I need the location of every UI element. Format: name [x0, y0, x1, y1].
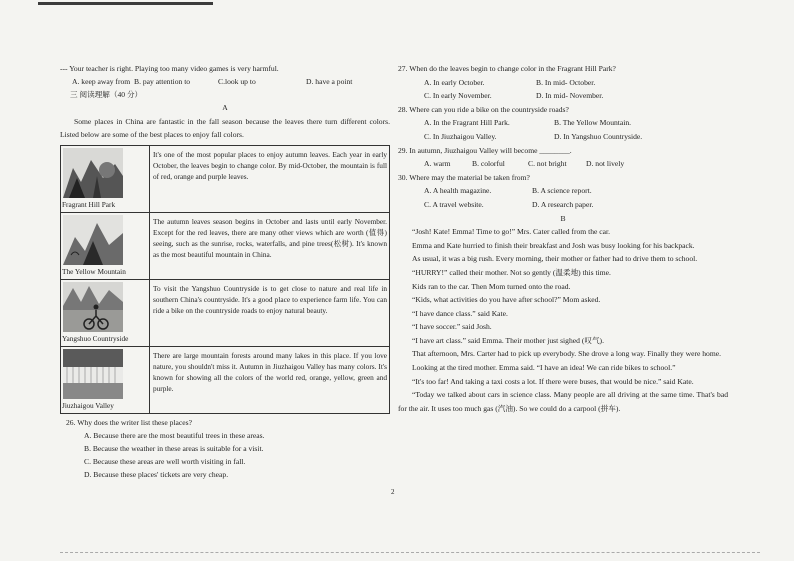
place-name: Fragrant Hill Park — [62, 200, 116, 209]
question-26-option-a: A. Because there are the most beautiful trees in these areas. — [84, 431, 265, 440]
story-paragraph: “HURRY!” called their mother. Not so gently (温柔地) this time. — [412, 267, 611, 277]
option-d: D. have a point — [306, 77, 353, 86]
question-28-options — [398, 116, 728, 130]
option-b: B. A science report. — [532, 186, 592, 196]
option-a: A. In early October. — [424, 77, 485, 87]
story-paragraph: “I have art class.” said Emma. Their mother just sighed (叹气). — [412, 335, 604, 345]
place-photo-cell — [61, 213, 150, 280]
option-c: C. A travel website. — [424, 199, 484, 209]
scan-edge-bar — [38, 2, 213, 5]
places-table — [60, 145, 390, 414]
place-photo-cell — [61, 280, 150, 347]
section-title: 三 阅读理解（40 分） — [70, 90, 143, 99]
question-30-options-cd — [398, 198, 728, 212]
place-name: Yangshuo Countryside — [62, 334, 129, 343]
prev-question-stem: --- Your teacher is right. Playing too many video games is very harmful. — [60, 64, 279, 73]
passage-a-label: A — [222, 103, 228, 112]
question-28-stem: 28. Where can you ride a bike on the countryside roads? — [398, 104, 569, 114]
story-paragraph: “I have soccer.” said Josh. — [412, 322, 492, 332]
story-paragraph: “Kids, what activities do you have after school?” Mom asked. — [412, 295, 601, 305]
option-d: D. not lively — [586, 159, 625, 169]
question-29-stem: 29. In autumn, Jiuzhaigou Valley will become ________. — [398, 145, 572, 155]
story-paragraph: That afternoon, Mrs. Carter had to pick up everybody. She drove a long way. Finally they were home. — [412, 349, 722, 359]
passage-a-intro: Some places in China are fantastic in the fall season because the leaves there turn different colors. Listed below are some of the best places to enjoy fall colors. — [60, 117, 390, 139]
question-27-stem: 27. When do the leaves begin to change color in the Fragrant Hill Park? — [398, 64, 616, 73]
place-photo-cell — [61, 347, 150, 414]
question-26-stem: 26. Why does the writer list these places? — [66, 418, 192, 427]
hill-photo-icon — [63, 148, 123, 198]
question-26-option-c: C. Because these areas are well worth visiting in fall. — [84, 457, 246, 466]
page-number: 2 — [391, 488, 395, 496]
story-paragraph: “Today we talked about cars in science class. Many people are all driving at the same time. That's bad for the air. It uses too much gas (汽油). So we could do a carpool (拼车). — [398, 390, 728, 413]
table-row — [61, 280, 390, 347]
table-row — [61, 146, 390, 213]
left-column — [60, 62, 390, 481]
place-name: Jiuzhaigou Valley — [62, 401, 114, 410]
question-27-options — [398, 76, 728, 90]
option-a: A. warm — [424, 159, 451, 169]
question-28-options-cd — [398, 130, 728, 144]
place-photo-cell — [61, 146, 150, 213]
table-row — [61, 213, 390, 280]
right-column — [398, 62, 728, 415]
question-26-option-d: D. Because these places' tickets are very cheap. — [84, 470, 229, 479]
table-row — [61, 347, 390, 414]
option-a: A. In the Fragrant Hill Park. — [424, 118, 510, 128]
option-d: D. A research paper. — [532, 199, 594, 209]
option-b: B. The Yellow Mountain. — [554, 118, 632, 128]
question-30-stem: 30. Where may the material be taken from? — [398, 172, 530, 182]
story-paragraph: “Josh! Kate! Emma! Time to go!” Mrs. Cater called from the car. — [412, 227, 611, 237]
story-paragraph: “I have dance class.” said Kate. — [412, 308, 508, 318]
question-29-options — [398, 157, 728, 171]
mountain-photo-icon — [63, 215, 123, 265]
place-description: It's one of the most popular places to enjoy autumn leaves. Each year in early October, the leaves begin to change color. By mid-October, the mountain is full of red, orange and purple leaves. — [150, 146, 390, 213]
place-description: There are large mountain forests around many lakes in this place. If you love nature, you shouldn't miss it. Autumn in Jiuzhaigou Valley has many colors. It's known for showing all the colors of the world red, orange, yellow, green and purple. — [150, 347, 390, 414]
option-b: B. colorful — [472, 159, 505, 169]
prev-question-options — [60, 75, 390, 88]
bottom-rule — [60, 552, 760, 553]
passage-b-label: B — [560, 213, 566, 223]
place-description: To visit the Yangshuo Countryside is to get close to nature and real life in southern China's countryside. It's a good place to experience farm life. You can ride a bike on the countryside roads to enjoy natural beauty. — [150, 280, 390, 347]
story-paragraph: As usual, it was a big rush. Every morning, their mother or father had to drive them to school. — [412, 254, 698, 264]
story-paragraph: “It's too far! And taking a taxi costs a lot. If there were buses, that would be nice.” said Kate. — [412, 376, 694, 386]
option-a: A. keep away from — [72, 77, 131, 86]
question-26-option-b: B. Because the weather in these areas is suitable for a visit. — [84, 444, 264, 453]
story-paragraph: Kids ran to the car. Then Mom turned onto the road. — [412, 281, 571, 291]
story-paragraph: Emma and Kate hurried to finish their breakfast and Josh was busy looking for his backpack. — [412, 240, 695, 250]
question-30-options — [398, 184, 728, 198]
option-d: D. In mid- November. — [536, 91, 604, 101]
cyclist-photo-icon — [63, 282, 123, 332]
option-d: D. In Yangshuo Countryside. — [554, 131, 643, 141]
option-a: A. A health magazine. — [424, 186, 492, 196]
place-description: The autumn leaves season begins in October and lasts until early November. Except for the red leaves, there are many other views which are worth (值得) seeing, such as the sunrise, rocks, waterfalls, and pine trees(松树). It's known as the most beautiful mountain in China. — [150, 213, 390, 280]
option-c: C. not bright — [528, 159, 567, 169]
place-name: The Yellow Mountain — [62, 267, 126, 276]
story-paragraph: Looking at the tired mother. Emma said. “I have an idea! We can ride bikes to school.” — [412, 363, 676, 373]
option-c: C.look up to — [218, 77, 256, 86]
waterfall-photo-icon — [63, 349, 123, 399]
option-c: C. In Jiuzhaigou Valley. — [424, 131, 497, 141]
option-b: B. In mid- October. — [536, 77, 596, 87]
option-c: C. In early November. — [424, 91, 492, 101]
question-27-options-cd — [398, 89, 728, 103]
option-b: B. pay attention to — [134, 77, 191, 86]
